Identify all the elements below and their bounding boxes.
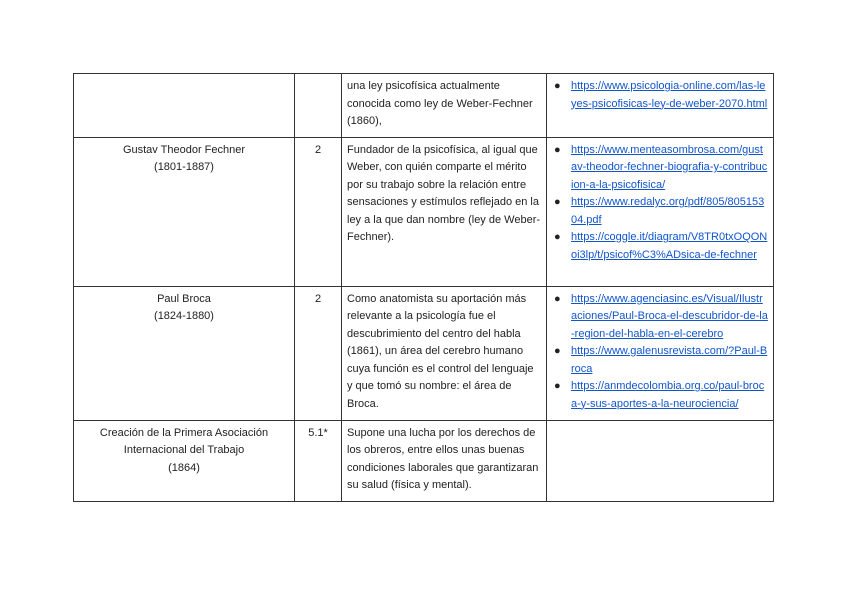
table-row xyxy=(74,74,774,138)
table-row xyxy=(74,286,774,420)
list-item xyxy=(552,378,768,413)
links-cell xyxy=(547,137,774,286)
description-cell xyxy=(342,137,547,286)
entry-years: (1824-1880) xyxy=(154,310,214,322)
description-cell xyxy=(342,286,547,420)
entry-years: (1864) xyxy=(168,461,200,474)
number-cell xyxy=(295,137,342,286)
bullet-icon: ● xyxy=(554,345,561,357)
entry-name: Gustav Theodor Fechner xyxy=(122,143,246,156)
links-cell xyxy=(547,74,774,138)
number-cell xyxy=(295,286,342,420)
name-cell xyxy=(74,137,295,286)
bullet-icon: ● xyxy=(554,143,561,156)
reference-link[interactable]: https://anmdecolombia.org.co/paul-broca-y-sus-aportes-a-la-neurociencia/ xyxy=(571,380,765,410)
bullet-icon: ● xyxy=(554,196,561,208)
list-item xyxy=(552,229,768,264)
entry-years: (1801-1887) xyxy=(154,161,214,173)
table-row xyxy=(74,420,774,501)
reference-link[interactable]: https://www.galenusrevista.com/?Paul-Broca xyxy=(571,345,768,375)
link-list xyxy=(552,291,768,414)
entry-description: Supone una lucha por los derechos de los obreros, entre ellos unas buenas condiciones laborales que garantizaran su salud (física y mental). xyxy=(347,426,539,491)
list-item xyxy=(552,291,768,344)
list-item xyxy=(552,78,768,113)
reference-link[interactable]: https://www.redalyc.org/pdf/805/80515304.pdf xyxy=(571,196,765,226)
bullet-icon: ● xyxy=(554,80,561,92)
links-cell xyxy=(547,286,774,420)
entry-description: Como anatomista su aportación más relevante a la psicología fue el descubrimiento del centro del habla (1861), un área del cerebro humano cuya función es el control del lenguaje y que tomó su nombre: el área de Broca. xyxy=(347,292,534,410)
reference-link[interactable]: https://www.agenciasinc.es/Visual/Ilustraciones/Paul-Broca-el-descubridor-de-la-region-del-habla-en-el-cerebro xyxy=(571,292,768,340)
entry-number: 2 xyxy=(314,292,322,305)
list-item xyxy=(552,194,768,229)
number-cell xyxy=(295,74,342,138)
entry-number: 5.1* xyxy=(308,426,328,439)
entry-description: Fundador de la psicofísica, al igual que Weber, con quién comparte el mérito por su trabajo sobre la relación entre sensaciones y estímulos reflejado en la ley a la que dan nombre (ley de Weber-Fechner). xyxy=(347,143,541,243)
link-list xyxy=(552,78,768,113)
table-row xyxy=(74,137,774,286)
links-cell xyxy=(547,420,774,501)
reference-link[interactable]: https://www.menteasombrosa.com/gustav-theodor-fechner-biografia-y-contribucion-a-la-psicofisica/ xyxy=(571,143,768,191)
entry-description: una ley psicofísica actualmente conocida como ley de Weber-Fechner (1860), xyxy=(347,80,533,127)
entry-name: Paul Broca xyxy=(157,292,211,305)
description-cell xyxy=(342,420,547,501)
history-table xyxy=(73,73,774,502)
link-list xyxy=(552,142,768,265)
name-cell xyxy=(74,420,295,501)
bullet-icon: ● xyxy=(554,292,561,305)
bullet-icon: ● xyxy=(554,231,561,243)
name-cell xyxy=(74,286,295,420)
bullet-icon: ● xyxy=(554,380,561,392)
entry-number: 2 xyxy=(314,143,322,156)
entry-name: Creación de la Primera Asociación Internacional del Trabajo xyxy=(99,426,269,456)
reference-link[interactable]: https://coggle.it/diagram/V8TR0txOQONoi3lp/t/psicof%C3%ADsica-de-fechner xyxy=(571,231,768,261)
number-cell xyxy=(295,420,342,501)
description-cell xyxy=(342,74,547,138)
list-item xyxy=(552,343,768,378)
name-cell xyxy=(74,74,295,138)
reference-link[interactable]: https://www.psicologia-online.com/las-leyes-psicofisicas-ley-de-weber-2070.html xyxy=(571,80,768,110)
list-item xyxy=(552,142,768,195)
